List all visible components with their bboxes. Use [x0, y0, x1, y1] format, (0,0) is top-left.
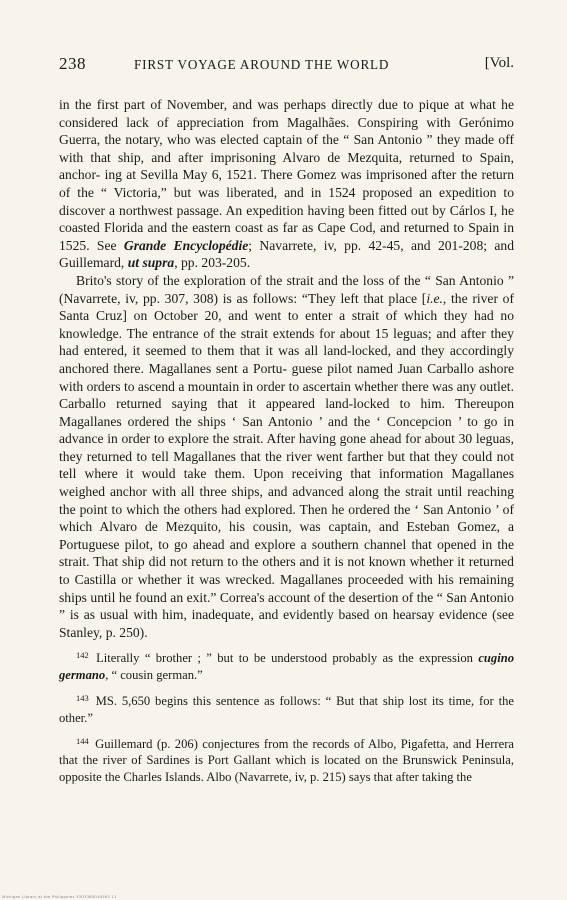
paragraph-brito-story: Brito's story of the exploration of the strait and the loss of the “ San Antonio ” (Navarrete, iv, pp. 307, 308) is as follows: “They left that place [i.e., the river of Santa Cruz] on October 20, and went to enter a strait of which they had no knowledge. The entrance of the strait extends for about 15 leguas; and after they had entered, it seemed to them that it was all land-locked, and they accordingly anchored there. Magallanes sent a Portu- guese pilot named Juan Carballo ashore with orders to ascend a mountain in order to ascertain whether there was any outlet. Carballo returned saying that it appeared land-locked to him. Thereupon Magallanes ordered the ships ‘ San Antonio ’ and the ‘ Concepcion ’ to go in advance in order to explore the strait. After having gone ahead for about 30 leguas, they returned to tell Magallanes that the river went farther but that they could not tell where it would take them. Upon receiving that information Magallanes weighed anchor with all three ships, and advanced along the strait until reaching the point to which the others had explored. Then he ordered the ‘ San Antonio ’ of which Alvaro de Mezquito, his cousin, was captain, and Esteban Gomez, a Portuguese pilot, to go ahead and explore a southern channel that opened in the strait. That ship did not return to the others and it is not known whether it returned to Castilla or whether it was wrecked. Magallanes proceeded with his remaining ships until he found an exit.” Correa's account of the desertion of the “ San Antonio ” is as usual with him, inadequate, and evidently based on hearsay evidence (see Stanley, p. 250). — [59, 272, 515, 640]
page-number: 238 — [59, 54, 86, 73]
footnote-number: 143 — [76, 693, 89, 703]
citation-grande-encyclopedie: Grande Encyclopédie — [123, 237, 249, 253]
footnote-143: $^{143}$ MS. 5,650 begins this sentence as follows: “ But that ship lost its time, for the other.” — [59, 693, 514, 725]
running-title: FIRST VOYAGE AROUND THE WORLD — [134, 57, 390, 72]
footnote-number: 144 — [76, 735, 89, 746]
phrase-cugino-germano: cugino germano — [59, 651, 515, 683]
volume-marker: [Vol. — [484, 55, 514, 71]
footnote-144: $^{144}$ Guillemard (p. 206) conjectures from the records of Albo, Pigafetta, and Herrera that the river of Sardines is Port Gallant which is located on the Brunswick Peninsula, opposite the Charles Islands. Albo (Navarrete, iv, p. 215) says that after taking the — [59, 735, 514, 785]
running-header — [59, 54, 514, 78]
digitization-footer: Michigan Library at the Philippines 3303360040593 11 — [2, 894, 117, 899]
book-page — [59, 54, 514, 792]
footnote-number: 142 — [76, 650, 89, 661]
paragraph-gomez: in the first part of November, and was perhaps directly due to pique at what he considered lack of appreciation from Magalhães. Conspiring with Gerónimo Guerra, the notary, who was elected captain of the “ San Antonio ” they made off with that ship, and after imprisoning Alvaro de Mezquita, returned to Spain, anchor- ing at Sevilla May 6, 1521. There Gomez was imprisoned after the return of the “ Victoria,” but was liberated, and in 1524 proposed an expedition to discover a northwest passage. An expedition having been fitted out by Cárlos I, he coasted Florida and the eastern coast as far as Cape Cod, and returned to Spain in 1525. See Grande Encyclopédie; Navarrete, iv, pp. 42-45, and 201-208; and Guillemard, ut supra, pp. 203-205. — [59, 97, 515, 271]
main-text — [59, 96, 514, 641]
citation-ut-supra: ut supra — [127, 255, 175, 271]
abbrev-ie: i.e. — [426, 290, 443, 306]
footnote-142: $^{142}$ Literally “ brother ; ” but to be understood probably as the expression cugino germano, “ cousin german.” — [59, 650, 515, 683]
footnotes — [59, 647, 514, 786]
